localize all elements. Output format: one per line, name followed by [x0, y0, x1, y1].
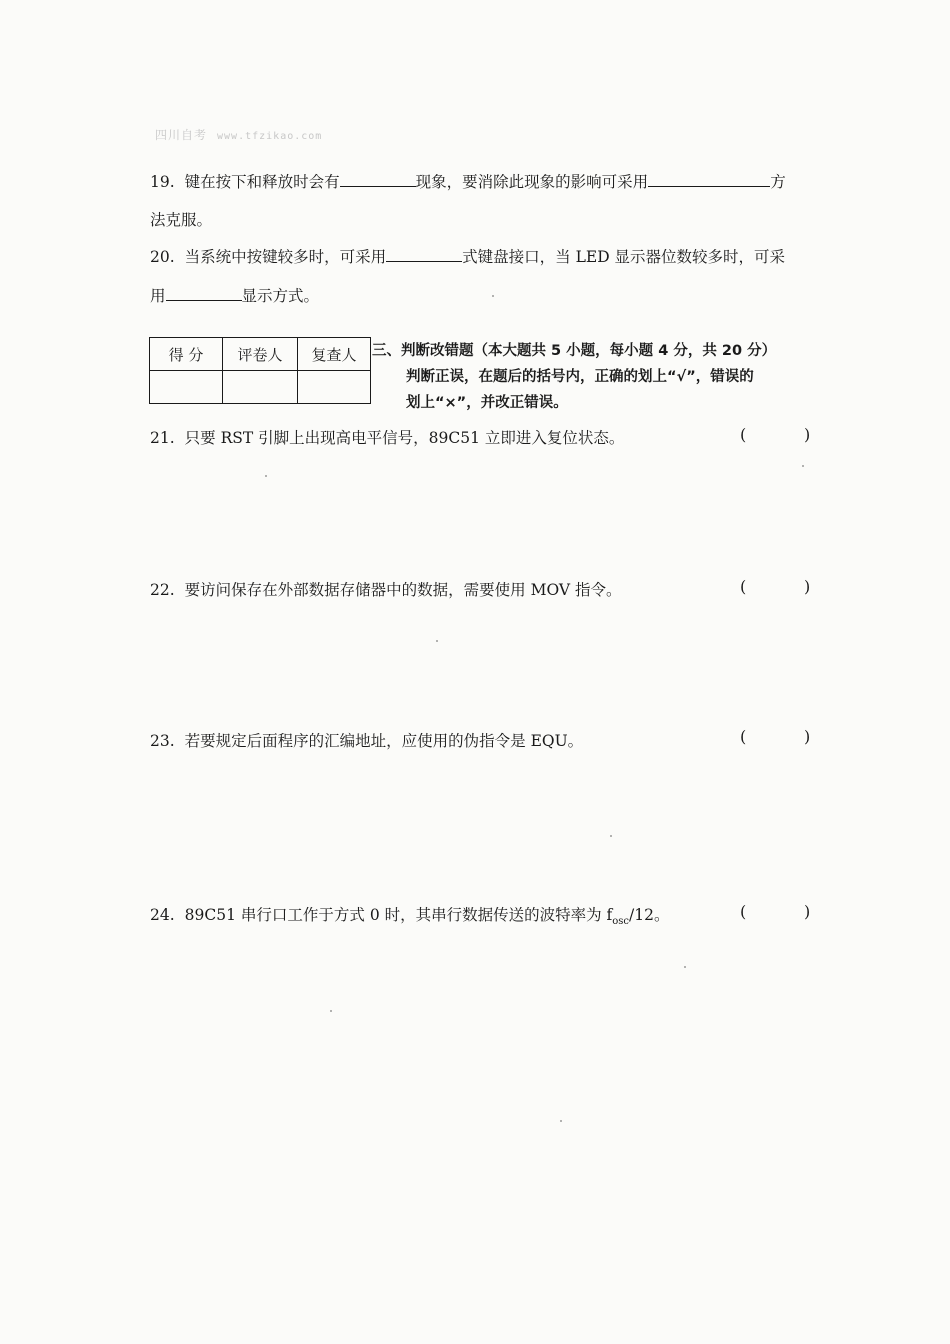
question-20-line-1: 20. 当系统中按键较多时，可采用 式键盘接口，当 LED 显示器位数较多时，可采 [150, 245, 785, 267]
question-23: 23. 若要规定后面程序的汇编地址，应使用的伪指令是 EQU。 [150, 732, 584, 750]
question-22: 22. 要访问保存在外部数据存储器中的数据，需要使用 MOV 指令。 [150, 581, 622, 599]
answer-paren-close[interactable]: ) [804, 577, 811, 596]
answer-paren-close[interactable]: ) [804, 727, 811, 746]
scan-speck [610, 835, 612, 837]
question-21: 21. 只要 RST 引脚上出现高电平信号，89C51 立即进入复位状态。 [150, 429, 625, 447]
answer-paren-open[interactable]: ( [740, 727, 747, 746]
answer-paren-open[interactable]: ( [740, 902, 747, 921]
score-cell[interactable] [150, 371, 223, 404]
grader-cell[interactable] [223, 371, 298, 404]
score-header: 得 分 [150, 338, 223, 371]
watermark: 四川自考 www.tfzikao.com [155, 128, 323, 142]
question-20-line-2: 用 显示方式。 [150, 284, 319, 306]
question-24: 24. 89C51 串行口工作于方式 0 时，其串行数据传送的波特率为 $f_{osc}/12$。 [150, 906, 670, 928]
section-3-heading: 三、判断改错题（本大题共 5 小题，每小题 4 分，共 20 分） 判断正误，在题后的括号内，正确的划上“√”，错误的 划上“×”，并改正错误。 [372, 343, 777, 411]
answer-blank [166, 284, 242, 301]
question-19-line-1: 19. 键在按下和释放时会有 现象，要消除此现象的影响可采用 方 [150, 170, 786, 192]
grader-header: 评卷人 [223, 338, 298, 371]
answer-paren-close[interactable]: ) [804, 902, 811, 921]
scan-speck [265, 475, 267, 477]
scan-speck [684, 966, 686, 968]
answer-paren-open[interactable]: ( [740, 425, 747, 444]
checker-cell[interactable] [298, 371, 371, 404]
answer-blank [386, 245, 462, 262]
score-table [149, 337, 371, 404]
scan-speck [492, 295, 494, 297]
checker-header: 复查人 [298, 338, 371, 371]
answer-blank [340, 170, 416, 187]
answer-blank [648, 170, 770, 187]
answer-paren-close[interactable]: ) [804, 425, 811, 444]
scan-speck [436, 640, 438, 642]
question-19-line-2: 法克服。 [150, 211, 213, 229]
answer-paren-open[interactable]: ( [740, 577, 747, 596]
scan-speck [330, 1010, 332, 1012]
scan-speck [802, 465, 804, 467]
scan-speck [560, 1120, 562, 1122]
